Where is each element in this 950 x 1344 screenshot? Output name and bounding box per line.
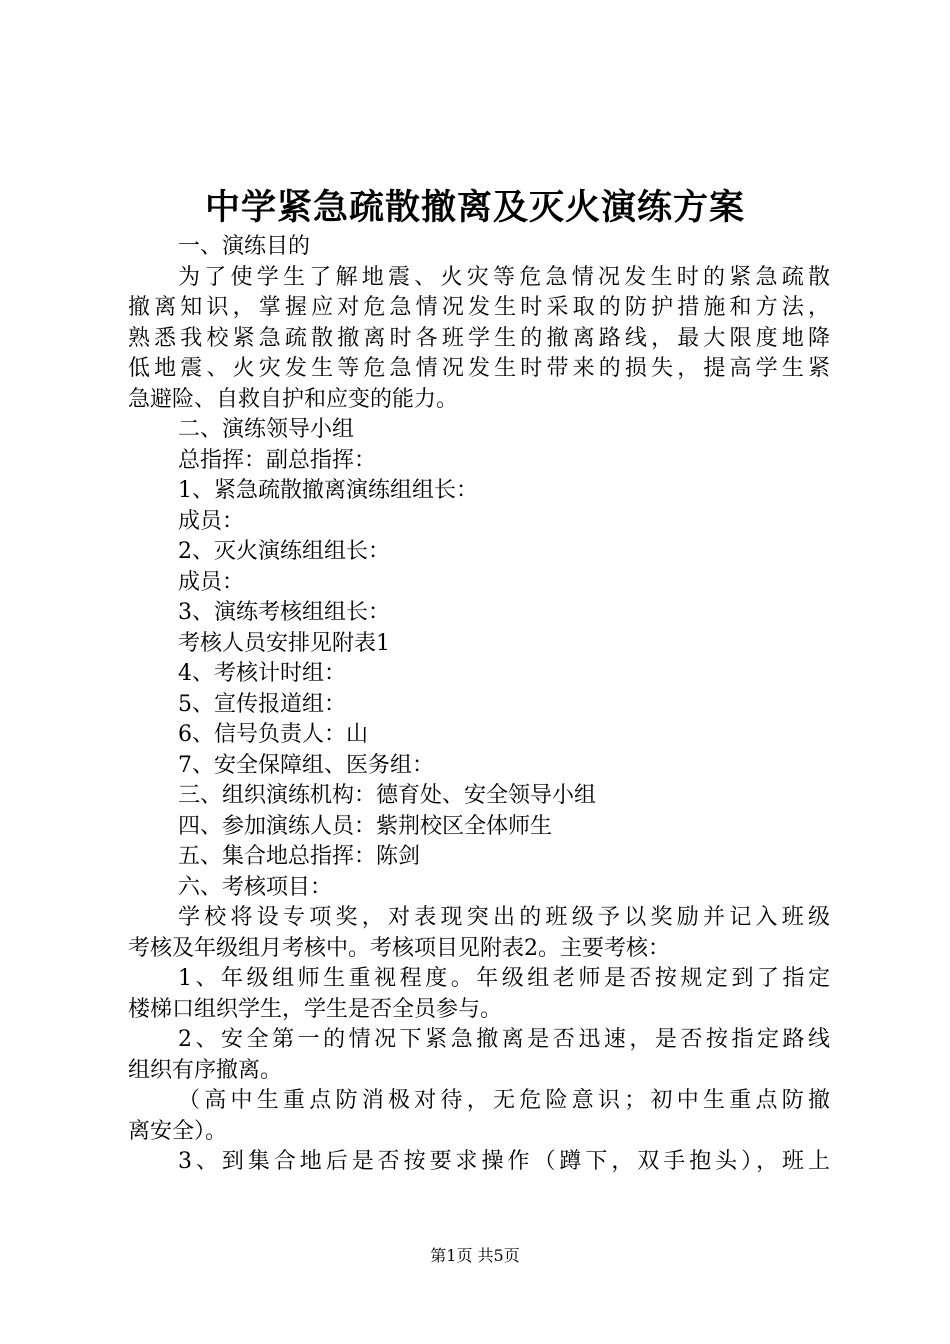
paragraph-line: 组织有序撤离。 <box>128 1057 283 1083</box>
document-title: 中学紧急疏散撤离及灭火演练方案 <box>204 187 745 228</box>
paragraph-line: （高中生重点防消极对待，无危险意识；初中生重点防撤 <box>178 1088 830 1113</box>
paragraph-line: 楼梯口组织学生，学生是否全员参与。 <box>128 996 503 1022</box>
list-item: 2、灭火演练组组长： <box>178 539 390 564</box>
list-item: 4、考核计时组： <box>178 661 346 686</box>
section-heading-leadership: 二、演练领导小组 <box>178 417 355 442</box>
page-footer: 第1页 共5页 <box>430 1246 520 1265</box>
paragraph-line: 考核及年级组月考核中。考核项目见附表2。主要考核： <box>128 935 670 961</box>
paragraph-line: 3、到集合地后是否按要求操作（蹲下，双手抱头），班上 <box>178 1149 830 1174</box>
paragraph-line: 撤离知识，掌握应对危急情况发生时采取的防护措施和方法， <box>128 295 830 320</box>
list-item: 1、紧急疏散撤离演练组组长： <box>178 478 478 503</box>
paragraph-line: 2、安全第一的情况下紧急撤离是否迅速，是否按指定路线 <box>178 1027 830 1052</box>
list-item: 总指挥：副总指挥： <box>178 447 377 473</box>
list-item: 成员： <box>178 569 245 595</box>
paragraph-line: 学校将设专项奖，对表现突出的班级予以奖励并记入班级 <box>178 905 830 930</box>
list-item: 成员： <box>178 508 245 534</box>
paragraph-line: 急避险、自救自护和应变的能力。 <box>128 386 459 412</box>
paragraph-line: 低地震、火灾发生等危急情况发生时带来的损失，提高学生紧 <box>128 356 830 381</box>
list-item: 3、演练考核组组长： <box>178 600 390 625</box>
section-heading-purpose: 一、演练目的 <box>178 234 311 259</box>
section-heading-organizer: 三、组织演练机构：德育处、安全领导小组 <box>178 783 597 808</box>
document-body <box>128 232 830 1178</box>
paragraph-line: 1、年级组师生重视程度。年级组老师是否按规定到了指定 <box>178 966 830 991</box>
list-item: 考核人员安排见附表1 <box>178 630 390 656</box>
paragraph-line: 为了使学生了解地震、火灾等危急情况发生时的紧急疏散 <box>178 264 830 290</box>
list-item: 7、安全保障组、医务组： <box>178 752 434 778</box>
section-heading-assessment: 六、考核项目： <box>178 874 333 900</box>
list-item: 5、宣传报道组： <box>178 691 346 717</box>
section-heading-commander: 五、集合地总指挥：陈剑 <box>178 844 421 869</box>
paragraph-line: 离安全）。 <box>128 1118 228 1144</box>
paragraph-line: 熟悉我校紧急疏散撤离时各班学生的撤离路线，最大限度地降 <box>128 325 830 351</box>
section-heading-participants: 四、参加演练人员：紫荆校区全体师生 <box>178 813 553 839</box>
list-item: 6、信号负责人：山 <box>178 722 368 747</box>
